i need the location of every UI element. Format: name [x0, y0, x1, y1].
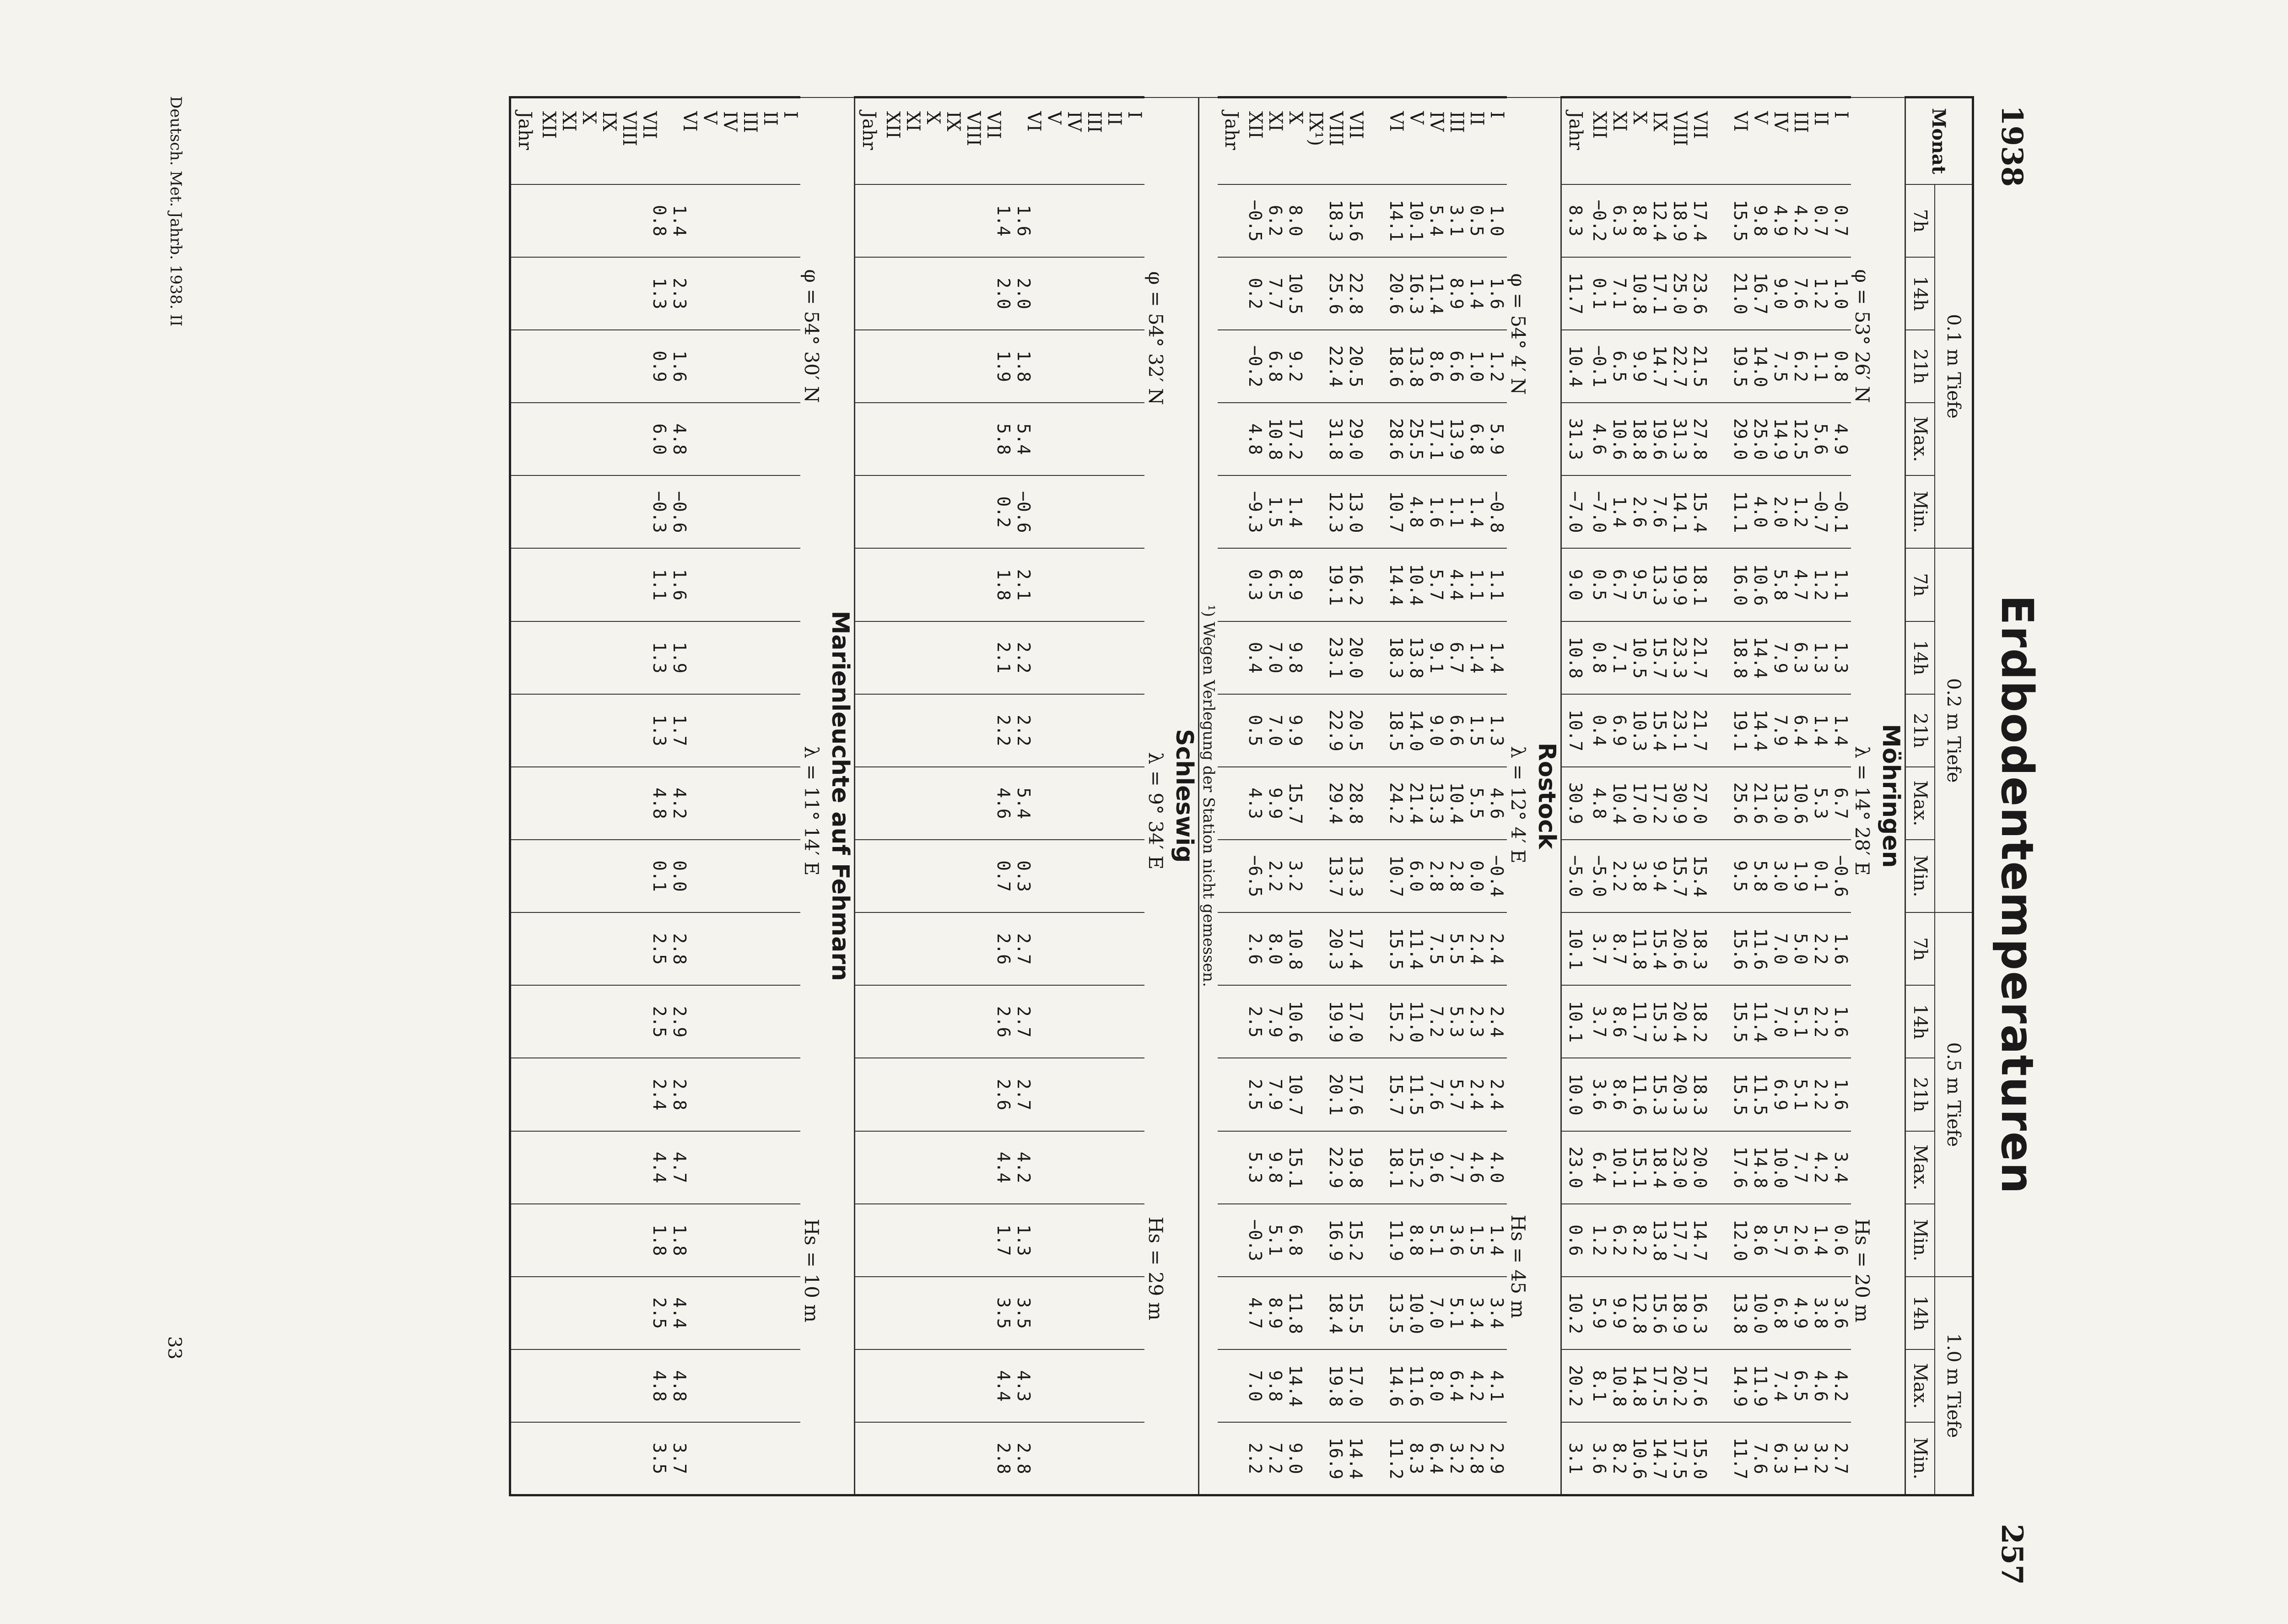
monthly-values: 1.6 1.4: [993, 205, 1034, 237]
sub-header-cell: Max.: [1905, 1349, 1935, 1422]
station-name: Schleswig: [1171, 729, 1198, 863]
station-heading-row: [1851, 97, 1905, 1495]
monthly-values: 2.4 2.3 5.3 7.2 11.0 15.2 17.0 19.9 10.6 7.9 2.5: [1245, 1001, 1507, 1043]
monthly-values: 1.6 2.2 5.1 7.0 11.4 15.5 18.2 20.4 15.3 11.7 8.6 3.7: [1589, 1001, 1851, 1043]
monthly-values: 4.2 4.4: [993, 1151, 1034, 1183]
year-label: Jahr: [1565, 111, 1586, 150]
sub-header-cell: 14h: [1905, 985, 1935, 1058]
station-year-row: [1561, 97, 1590, 1495]
header-year: 1938: [1995, 105, 2029, 187]
monthly-values: 1.8 1.9: [993, 351, 1034, 382]
monthly-values: 4.3 4.4: [993, 1370, 1034, 1402]
monthly-values: 1.6 2.2 5.1 6.9 11.5 15.5 18.3 20.3 15.3 11.6 8.6 3.6: [1589, 1074, 1851, 1116]
station-heading-row: [1144, 97, 1199, 1495]
sub-header-cell: Min.: [1905, 475, 1935, 548]
year-value: 30.9: [1565, 782, 1586, 825]
soil-temperature-table: [509, 96, 1974, 1496]
monthly-values: 1.6 2.2 5.0 7.0 11.6 15.6 18.3 20.6 15.4 11.8 8.7 3.7: [1589, 928, 1851, 970]
year-value: 11.7: [1565, 272, 1586, 315]
station-height: Hs = 20 m: [1851, 1219, 1873, 1323]
station-longitude: λ = 9° 34′ E: [1144, 752, 1167, 870]
monthly-values: 6.7 5.3 10.6 13.0 21.6 25.6 27.0 30.9 17.2 17.0 10.4 4.8: [1589, 782, 1851, 825]
monthly-values: 1.7 1.3: [649, 714, 690, 746]
sub-header-cell: Max.: [1905, 767, 1935, 840]
station-month-data-row: [883, 97, 1144, 1495]
year-value: 10.1: [1565, 928, 1586, 970]
monthly-values: 1.6 1.1: [649, 569, 690, 601]
month-labels: I II III IV V VI VII VIII IX X XI XII: [538, 111, 801, 146]
monthly-values: 4.9 5.6 12.5 14.9 25.0 29.0 27.8 31.3 19.6 18.8 10.6 4.6: [1589, 418, 1851, 460]
monthly-values: 1.8 1.8: [649, 1225, 690, 1256]
monthly-values: 2.8 2.4: [649, 1079, 690, 1111]
monthly-values: 3.7 3.5: [649, 1442, 690, 1474]
month-labels: I II III IV V VI VII VIII IX¹) X XI XII: [1245, 111, 1507, 146]
monthly-values: 3.4 4.2 7.7 10.0 14.8 17.6 20.0 23.0 18.4 15.1 10.1 6.4: [1589, 1146, 1851, 1188]
footnote: ¹) Wegen Verlegung der Station nicht gemessen.: [1199, 604, 1218, 987]
monthly-values: 2.8 2.5: [649, 933, 690, 965]
month-labels: I II III IV V VI VII VIII IX X XI XII: [1589, 111, 1851, 146]
monthly-values: 2.4 2.4 5.5 7.5 11.4 15.5 17.4 20.3 10.8 8.0 2.6: [1245, 928, 1507, 970]
monthly-values: 5.4 5.8: [993, 423, 1034, 455]
monthly-values: −0.8 1.4 1.1 1.6 4.8 10.7 13.0 12.3 1.4 1.5 −9.3: [1245, 491, 1507, 533]
sub-header-cell: 21h: [1905, 1058, 1935, 1131]
sub-header-cell: Min.: [1905, 1422, 1935, 1495]
footnote-row: [1199, 97, 1218, 1495]
year-value: −7.0: [1565, 491, 1586, 533]
sub-header-cell: 14h: [1905, 257, 1935, 330]
sub-header-cell: Max.: [1905, 403, 1935, 475]
sub-header-cell: 14h: [1905, 1277, 1935, 1349]
monthly-values: 4.1 4.2 6.4 8.0 11.6 14.6 17.0 19.8 14.4 9.8 7.0: [1245, 1365, 1507, 1407]
monthly-values: 2.9 2.5: [649, 1006, 690, 1038]
year-label: Jahr: [858, 111, 880, 150]
sub-header-cell: Min.: [1905, 840, 1935, 912]
station-month-data-row: [539, 97, 800, 1495]
monthly-values: 1.4 0.8: [649, 205, 690, 237]
monthly-values: 1.3 1.3 6.3 7.9 14.4 18.8 21.7 23.3 15.7 10.5 7.1 0.8: [1589, 637, 1851, 679]
monthly-values: 2.0 2.0: [993, 278, 1034, 309]
monthly-values: 1.0 1.2 7.6 9.0 16.7 21.0 23.6 25.0 17.1 10.8 7.1 0.1: [1589, 272, 1851, 315]
year-value: 3.1: [1565, 1442, 1586, 1474]
monthly-values: 4.6 5.5 10.4 13.3 21.4 24.2 28.8 29.4 15.7 9.9 4.3: [1245, 782, 1507, 825]
sub-header-cell: 14h: [1905, 621, 1935, 694]
monthly-values: 4.0 4.6 7.7 9.6 15.2 18.1 19.8 22.9 15.1 9.8 5.3: [1245, 1146, 1507, 1188]
monthly-values: 2.4 2.4 5.7 7.6 11.5 15.7 17.6 20.1 10.7 7.9 2.5: [1245, 1074, 1507, 1116]
station-height: Hs = 29 m: [1144, 1216, 1167, 1321]
year-value: 0.6: [1565, 1225, 1586, 1256]
monthly-values: 0.0 0.1: [649, 860, 690, 892]
station-height: Hs = 10 m: [800, 1219, 823, 1323]
monthly-values: 3.5 3.5: [993, 1297, 1034, 1329]
monthly-values: 5.4 4.6: [993, 788, 1034, 819]
monthly-values: 0.8 1.1 6.2 7.5 14.0 19.5 21.5 22.7 14.7 9.9 6.5 −0.1: [1589, 345, 1851, 388]
monthly-values: 1.1 1.2 4.7 5.8 10.6 16.0 18.1 19.9 13.3 9.5 6.7 0.5: [1589, 564, 1851, 606]
monthly-values: 4.7 4.4: [649, 1151, 690, 1183]
monthly-values: 2.2 2.1: [993, 642, 1034, 674]
page-number: 257: [1995, 1524, 2029, 1585]
sub-header-cell: 21h: [1905, 330, 1935, 403]
monthly-values: 2.3 1.3: [649, 278, 690, 309]
station-longitude: λ = 11° 14′ E: [800, 746, 823, 876]
depth-header-10: 1.0 m Tiefe: [1935, 1277, 1973, 1495]
sub-header-cell: 21h: [1905, 694, 1935, 767]
depth-header-05: 0.5 m Tiefe: [1935, 912, 1973, 1277]
monthly-values: 0.6 1.4 2.6 5.7 8.6 12.0 14.7 17.7 13.8 8.2 6.2 1.2: [1589, 1219, 1851, 1262]
year-value: 10.7: [1565, 709, 1586, 752]
sub-header-cell: Min.: [1905, 1204, 1935, 1277]
sheet-number: 33: [164, 1336, 185, 1360]
depth-header-01: 0.1 m Tiefe: [1935, 184, 1973, 549]
sub-header-cell: Max.: [1905, 1131, 1935, 1204]
monthly-values: −0.6 0.2: [993, 491, 1034, 533]
monthly-values: −0.4 0.0 2.8 2.8 6.0 10.7 13.3 13.7 3.2 2.2 −6.5: [1245, 855, 1507, 897]
station-longitude: λ = 14° 28′ E: [1851, 746, 1873, 876]
depth-header-02: 0.2 m Tiefe: [1935, 548, 1973, 912]
monat-header: Monat: [1905, 97, 1973, 184]
monthly-values: 4.8 6.0: [649, 423, 690, 455]
source-citation: Deutsch. Met. Jahrb. 1938. II: [167, 96, 185, 327]
station-latitude: φ = 54° 4′ N: [1507, 273, 1529, 395]
monthly-values: −0.6 −0.3: [649, 491, 690, 533]
monthly-values: 4.2 4.8: [649, 788, 690, 819]
monthly-values: 1.3 1.5 6.6 9.0 14.0 18.5 20.5 22.9 9.9 7.0 0.5: [1245, 709, 1507, 752]
monthly-values: 3.4 3.4 5.1 7.0 10.0 13.5 15.5 18.4 11.8 8.9 4.7: [1245, 1292, 1507, 1334]
station-longitude: λ = 12° 4′ E: [1507, 746, 1529, 863]
station-year-row: [1218, 97, 1245, 1495]
station-heading-row: [800, 97, 855, 1495]
monthly-values: 1.6 0.9: [649, 351, 690, 382]
monthly-values: 1.2 1.0 6.6 8.6 13.8 18.6 20.5 22.4 9.2 6.8 −0.2: [1245, 345, 1507, 388]
station-latitude: φ = 54° 30′ N: [800, 269, 823, 403]
monthly-values: 1.4 1.4 6.7 9.1 13.8 18.3 20.0 23.1 9.8 7.0 0.4: [1245, 637, 1507, 679]
monthly-values: 1.6 1.4 8.9 11.4 16.3 20.6 22.8 25.6 10.5 7.7 0.2: [1245, 272, 1507, 315]
station-year-row: [510, 97, 539, 1495]
year-value: 8.3: [1565, 205, 1586, 237]
monthly-values: −0.1 −0.7 1.2 2.0 4.0 11.1 15.4 14.1 7.6 2.6 1.4 −7.0: [1589, 491, 1851, 533]
month-labels: I II III IV V VI VII VIII IX X XI XII: [882, 111, 1145, 146]
monthly-values: −0.6 0.1 1.9 3.0 5.8 9.5 15.4 15.7 9.4 3.8 2.2 −5.0: [1589, 855, 1851, 897]
year-value: 10.0: [1565, 1074, 1586, 1116]
station-latitude: φ = 53° 26′ N: [1851, 269, 1873, 403]
monthly-values: 1.4 1.4 6.4 7.9 14.4 19.1 21.7 23.1 15.4 10.3 6.9 0.4: [1589, 709, 1851, 752]
sub-header-cell: 7h: [1905, 912, 1935, 985]
monthly-values: 5.9 6.8 13.9 17.1 25.5 28.6 29.0 31.8 17.2 10.8 4.8: [1245, 418, 1507, 460]
year-value: 10.8: [1565, 637, 1586, 679]
year-label: Jahr: [1221, 111, 1242, 150]
year-value: 20.2: [1565, 1365, 1586, 1407]
station-year-row: [855, 97, 883, 1495]
year-value: −5.0: [1565, 855, 1586, 897]
station-height: Hs = 45 m: [1507, 1214, 1529, 1319]
year-value: 23.0: [1565, 1146, 1586, 1188]
year-label: Jahr: [514, 111, 535, 150]
monthly-values: 1.0 0.5 3.1 5.4 10.1 14.1 15.6 18.3 8.0 6.2 −0.5: [1245, 200, 1507, 242]
monthly-values: 0.7 0.7 4.2 4.9 9.8 15.5 17.4 18.9 12.4 8.8 6.3 −0.2: [1589, 200, 1851, 242]
station-month-data-row: [1589, 97, 1851, 1495]
monthly-values: 2.8 2.8: [993, 1442, 1034, 1474]
monthly-values: 4.2 4.6 6.5 7.4 11.9 14.9 17.6 20.2 17.5 14.8 10.8 8.1: [1589, 1365, 1851, 1407]
sub-header-cell: 7h: [1905, 548, 1935, 621]
monthly-values: 2.9 2.8 3.2 6.4 8.3 11.2 14.4 16.9 9.0 7.2 2.2: [1245, 1437, 1507, 1479]
sub-header-row: [1905, 97, 1935, 1495]
monthly-values: 2.7 2.6: [993, 1079, 1034, 1111]
station-name: Möhringen: [1877, 724, 1905, 868]
monthly-values: 1.3 1.7: [993, 1225, 1034, 1256]
sub-header-cell: 7h: [1905, 184, 1935, 257]
station-heading-row: [1507, 97, 1561, 1495]
monthly-values: 4.4 2.5: [649, 1297, 690, 1329]
table-body: [510, 97, 1905, 1495]
monthly-values: 4.8 4.8: [649, 1370, 690, 1402]
station-month-data-row: [1245, 97, 1507, 1495]
monthly-values: 2.7 2.6: [993, 933, 1034, 965]
monthly-values: 2.7 3.2 3.1 6.3 7.6 11.7 15.0 17.5 14.7 10.6 8.2 3.6: [1589, 1437, 1851, 1479]
year-value: 9.0: [1565, 569, 1586, 601]
year-value: 10.4: [1565, 345, 1586, 388]
year-value: 10.1: [1565, 1001, 1586, 1043]
monthly-values: 3.6 3.8 4.9 6.8 10.0 13.8 16.3 18.9 15.6 12.8 9.9 5.9: [1589, 1292, 1851, 1334]
monthly-values: 1.1 1.1 4.4 5.7 10.4 14.4 16.2 19.1 8.9 6.5 0.3: [1245, 564, 1507, 606]
monthly-values: 2.2 2.2: [993, 714, 1034, 746]
station-name: Rostock: [1533, 742, 1560, 849]
monthly-values: 2.7 2.6: [993, 1006, 1034, 1038]
monthly-values: 0.3 0.7: [993, 860, 1034, 892]
monthly-values: 1.4 1.5 3.6 5.1 8.8 11.9 15.2 16.9 6.8 5.1 −0.3: [1245, 1219, 1507, 1262]
station-name: Marienleuchte auf Fehmarn: [826, 610, 854, 981]
monthly-values: 1.9 1.3: [649, 642, 690, 674]
year-value: 10.2: [1565, 1292, 1586, 1334]
monthly-values: 2.1 1.8: [993, 569, 1034, 601]
station-latitude: φ = 54° 32′ N: [1144, 271, 1167, 405]
year-value: 31.3: [1565, 418, 1586, 460]
page-title: Erdbodentemperaturen: [1991, 595, 2043, 1195]
